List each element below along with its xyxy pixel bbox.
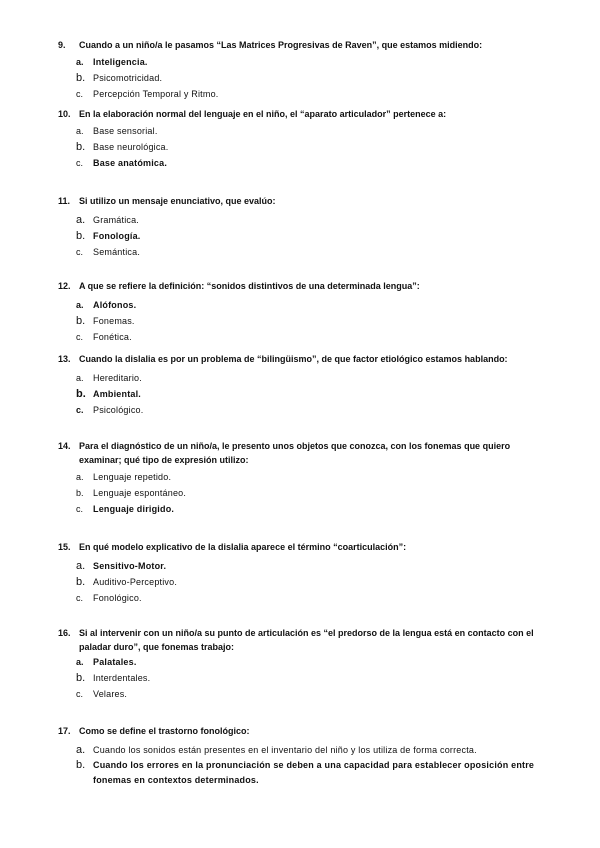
option-text: Base sensorial. bbox=[93, 126, 158, 136]
option-b[interactable] bbox=[0, 139, 600, 155]
option-letter: b. bbox=[76, 72, 86, 84]
question-number: 11. bbox=[58, 196, 71, 206]
option-letter: c. bbox=[76, 332, 84, 342]
option-b[interactable] bbox=[0, 386, 600, 402]
option-text: Fonológico. bbox=[93, 593, 142, 603]
option-letter: b. bbox=[76, 488, 84, 498]
question-9 bbox=[0, 38, 600, 102]
question-number: 17. bbox=[58, 726, 71, 736]
option-letter: c. bbox=[76, 405, 84, 415]
question-13 bbox=[0, 352, 600, 418]
option-letter: a. bbox=[76, 472, 84, 482]
option-c[interactable] bbox=[0, 590, 600, 606]
question-text: En la elaboración normal del lenguaje en el niño, el “aparato articulador” pertenece a: bbox=[79, 109, 447, 119]
option-text: Cuando los errores en la pronunciación se deben a una capacidad para establecer oposición entre fonemas en contextos determinados. bbox=[93, 760, 535, 785]
option-b[interactable] bbox=[0, 758, 600, 788]
option-text: Psicomotricidad. bbox=[93, 73, 163, 83]
option-letter: b. bbox=[76, 388, 86, 400]
question-text: A que se refiere la definición: “sonidos distintivos de una determinada lengua”: bbox=[79, 281, 420, 291]
option-a[interactable] bbox=[0, 123, 600, 139]
option-letter: a. bbox=[76, 744, 86, 756]
question-17 bbox=[0, 724, 600, 788]
question-15 bbox=[0, 540, 600, 606]
option-a[interactable] bbox=[0, 212, 600, 228]
option-text: Semántica. bbox=[93, 247, 141, 257]
option-text: Sensitivo-Motor. bbox=[93, 561, 167, 571]
option-c[interactable] bbox=[0, 329, 600, 345]
question-14 bbox=[0, 439, 600, 517]
option-letter: b. bbox=[76, 576, 86, 588]
option-text: Gramática. bbox=[93, 215, 140, 225]
option-text: Alófonos. bbox=[93, 300, 137, 310]
option-c[interactable] bbox=[0, 402, 600, 418]
option-text: Fonología. bbox=[93, 231, 141, 241]
question-number: 13. bbox=[58, 354, 71, 364]
option-c[interactable] bbox=[0, 244, 600, 260]
option-b[interactable] bbox=[0, 574, 600, 590]
option-letter: b. bbox=[76, 315, 86, 327]
option-letter: c. bbox=[76, 89, 84, 99]
option-text: Fonemas. bbox=[93, 316, 135, 326]
option-b[interactable] bbox=[0, 670, 600, 686]
option-text: Lenguaje repetido. bbox=[93, 472, 172, 482]
question-text: En qué modelo explicativo de la dislalia aparece el término “coarticulación”: bbox=[79, 542, 407, 552]
question-10 bbox=[0, 107, 600, 171]
option-text: Interdentales. bbox=[93, 673, 151, 683]
question-number: 14. bbox=[58, 441, 71, 451]
question-text: Cuando a un niño/a le pasamos “Las Matrices Progresivas de Raven”, que estamos midiendo: bbox=[79, 40, 483, 50]
question-number: 16. bbox=[58, 628, 71, 638]
option-letter: b. bbox=[76, 672, 86, 684]
option-b[interactable] bbox=[0, 485, 600, 501]
option-c[interactable] bbox=[0, 155, 600, 171]
option-letter: c. bbox=[76, 593, 84, 603]
option-a[interactable] bbox=[0, 297, 600, 313]
option-c[interactable] bbox=[0, 86, 600, 102]
option-text: Cuando los sonidos están presentes en el inventario del niño y los utiliza de forma correcta. bbox=[93, 745, 477, 755]
question-text: Si utilizo un mensaje enunciativo, que evalúo: bbox=[79, 196, 276, 206]
option-text: Ambiental. bbox=[93, 389, 142, 399]
question-number: 15. bbox=[58, 542, 71, 552]
option-text: Base anatómica. bbox=[93, 158, 168, 168]
option-letter: a. bbox=[76, 214, 86, 226]
option-a[interactable] bbox=[0, 654, 600, 670]
option-letter: a. bbox=[76, 657, 84, 667]
option-a[interactable] bbox=[0, 469, 600, 485]
option-letter: a. bbox=[76, 126, 84, 136]
option-text: Lenguaje espontáneo. bbox=[93, 488, 187, 498]
option-letter: c. bbox=[76, 504, 84, 514]
question-text: Si al intervenir con un niño/a su punto de articulación es “el predorso de la lengua está en contacto con el paladar duro”, que fonemas trabajo: bbox=[79, 628, 534, 652]
option-text: Fonética. bbox=[93, 332, 132, 342]
option-a[interactable] bbox=[0, 54, 600, 70]
option-letter: c. bbox=[76, 158, 84, 168]
question-11 bbox=[0, 194, 600, 260]
option-text: Auditivo-Perceptivo. bbox=[93, 577, 178, 587]
option-text: Palatales. bbox=[93, 657, 137, 667]
option-text: Velares. bbox=[93, 689, 128, 699]
option-text: Base neurológica. bbox=[93, 142, 169, 152]
question-number: 10. bbox=[58, 109, 71, 119]
option-text: Inteligencia. bbox=[93, 57, 148, 67]
option-text: Percepción Temporal y Ritmo. bbox=[93, 89, 219, 99]
question-16 bbox=[0, 626, 600, 702]
option-letter: a. bbox=[76, 373, 84, 383]
option-c[interactable] bbox=[0, 686, 600, 702]
option-letter: a. bbox=[76, 300, 84, 310]
question-text: Para el diagnóstico de un niño/a, le presento unos objetos que conozca, con los fonemas que quiero examinar; qué tipo de expresión utilizo: bbox=[79, 441, 511, 465]
question-text: Como se define el trastorno fonológico: bbox=[79, 726, 250, 736]
option-text: Lenguaje dirigido. bbox=[93, 504, 175, 514]
option-b[interactable] bbox=[0, 228, 600, 244]
option-letter: a. bbox=[76, 560, 86, 572]
option-a[interactable] bbox=[0, 370, 600, 386]
option-a[interactable] bbox=[0, 742, 600, 758]
question-number: 12. bbox=[58, 281, 71, 291]
option-letter: b. bbox=[76, 759, 86, 771]
option-letter: c. bbox=[76, 689, 84, 699]
question-number: 9. bbox=[58, 40, 66, 50]
option-c[interactable] bbox=[0, 501, 600, 517]
question-12 bbox=[0, 279, 600, 345]
option-a[interactable] bbox=[0, 558, 600, 574]
option-text: Psicológico. bbox=[93, 405, 144, 415]
option-b[interactable] bbox=[0, 70, 600, 86]
option-letter: b. bbox=[76, 230, 86, 242]
option-letter: c. bbox=[76, 247, 84, 257]
question-text: Cuando la dislalia es por un problema de “bilingüismo”, de que factor etiológico estamos hablando: bbox=[79, 354, 508, 364]
option-text: Hereditario. bbox=[93, 373, 142, 383]
option-b[interactable] bbox=[0, 313, 600, 329]
option-letter: b. bbox=[76, 141, 86, 153]
option-letter: a. bbox=[76, 57, 84, 67]
